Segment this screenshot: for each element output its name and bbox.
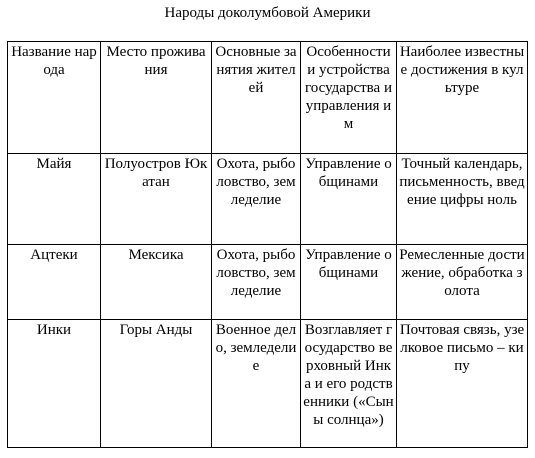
peoples-table <box>7 41 528 448</box>
table-cell: Военное дело, земледелие <box>212 320 301 448</box>
table-cell: Мексика <box>101 245 212 320</box>
table-cell: Горы Анды <box>101 320 212 448</box>
header-cell: Название народа <box>8 42 101 154</box>
table-cell: Ацтеки <box>8 245 101 320</box>
document-title: Народы доколумбовой Америки <box>164 5 371 21</box>
table-cell: Почтовая связь, узелковое письмо – кипу <box>397 320 528 448</box>
table-cell: Ремесленные достижение, обработка золота <box>397 245 528 320</box>
table-cell: Управление общинами <box>301 154 397 245</box>
header-cell: Наиболее известные достижения в культуре <box>397 42 528 154</box>
table-cell: Управление общинами <box>301 245 397 320</box>
table-cell: Охота, рыболовство, земледелие <box>212 154 301 245</box>
table-cell: Полуостров Юкатан <box>101 154 212 245</box>
header-cell: Особенности и устройства государства и управления им <box>301 42 397 154</box>
table-cell: Инки <box>8 320 101 448</box>
header-cell: Место проживания <box>101 42 212 154</box>
table-row <box>8 245 528 320</box>
table-row <box>8 320 528 448</box>
table-cell: Возглавляет государство верховный Инка и его родственники («Сыны солнца») <box>301 320 397 448</box>
table-cell: Точный календарь, письменность, введение цифры ноль <box>397 154 528 245</box>
table-header-row <box>8 42 528 154</box>
table-cell: Майя <box>8 154 101 245</box>
table-row <box>8 154 528 245</box>
header-cell: Основные занятия жителей <box>212 42 301 154</box>
table-cell: Охота, рыболовство, земледелие <box>212 245 301 320</box>
